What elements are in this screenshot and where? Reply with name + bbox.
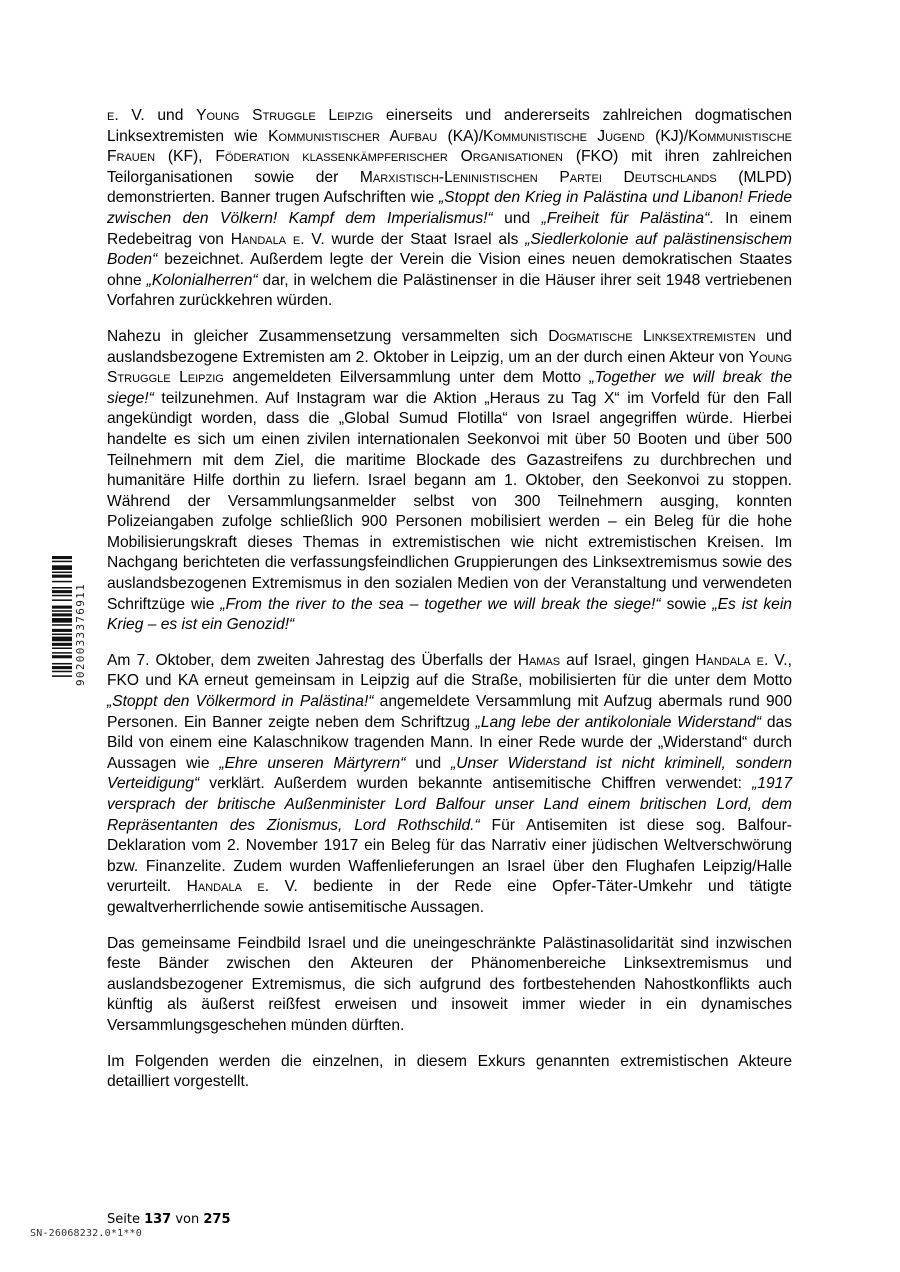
barcode-bar: [52, 581, 72, 583]
quote-text: „Lang lebe der antikoloniale Widerstand“: [475, 713, 762, 731]
barcode-bar: [52, 595, 72, 597]
paragraph-1: [107, 106, 792, 312]
text-run: Am 7. Oktober, dem zweiten Jahrestag des Überfalls der: [107, 651, 518, 669]
organization-name: Kommunistischer Aufbau: [268, 127, 438, 145]
quote-text: „Ehre unseren Märtyrern“: [219, 754, 406, 772]
page-mid: von: [171, 1212, 204, 1227]
text-run: sowie: [660, 595, 713, 613]
text-run: und: [405, 754, 452, 772]
barcode-bar: [52, 606, 72, 609]
barcode-bar: [52, 599, 72, 601]
document-stamp: SN-26068232.0*1**0: [30, 1228, 142, 1239]
barcode-bar: [52, 565, 72, 570]
barcode-bar: [52, 663, 72, 665]
organization-name: Hamas: [517, 651, 561, 669]
barcode-bar: [52, 643, 72, 646]
quote-text: „Freiheit für Palästina“: [541, 209, 710, 227]
barcode-bar: [52, 666, 72, 669]
text-run: Nahezu in gleicher Zusammensetzung versammelten sich: [107, 327, 549, 345]
text-run: einerseits und andererseits zahlreichen dogmatischen Linksextremisten wie: [107, 107, 793, 145]
text-run: angemeldete Versammlung mit Aufzug abermals rund 900 Personen. Ein Banner zeigte neben dem Schriftzug: [107, 693, 792, 731]
organization-name: Young Struggle Leipzig: [196, 107, 374, 124]
text-run: das Bild von einem eine Kalaschnikow tragenden Mann. In einer Rede wurde der „Widerstand“ durch Aussagen wie: [107, 713, 792, 772]
barcode-bar: [52, 572, 72, 574]
text-run: (KF),: [155, 148, 216, 166]
organization-name: Young Struggle Leipzig: [107, 348, 792, 387]
barcode-bar: [52, 587, 72, 589]
organization-name: e. V.: [107, 107, 145, 124]
barcode-bar: [52, 629, 72, 632]
text-run: (FKO) mit ihren zahlreichen Teilorganisationen sowie der: [107, 148, 792, 186]
text-run: und: [492, 209, 542, 227]
quote-text: „Unser Widerstand ist nicht kriminell, sondern Verteidigung“: [107, 754, 792, 793]
text-run: und auslandsbezogene Extremisten am 2. Oktober in Leipzig, um an der durch einen Akteur von: [107, 327, 792, 366]
barcode-bar: [52, 590, 72, 593]
page-total: 275: [203, 1212, 231, 1227]
text-run: Das gemeinsame Feindbild Israel und die uneingeschränkte Palästinasolidarität sind inzwischen feste Bänder zwischen den Akteuren der Phänomenbereiche Linksextremismus und auslandsbezogener Extremismus, die sich aufgrund des fortbestehenden Nahostkonflikts auch künftig als äußerst reißfest erweisen und insoweit immer wieder in ein dynamisches Versammlungsgeschehen münden dürften.: [107, 934, 792, 1034]
text-run: verklärt. Außerdem wurden bekannte antisemitische Chiffren verwendet:: [199, 775, 753, 793]
organization-name: Dogmatische Linksextremisten: [548, 327, 756, 345]
text-run: (KA)/: [437, 127, 484, 145]
organization-name: Kommunistische Jugend: [483, 127, 645, 145]
quote-text: „Stoppt den Krieg in Palästina und Libanon! Friede zwischen den Völkern! Kampf dem Imperialismus!“: [107, 189, 792, 227]
text-run: dar, in welchem die Palästinenser in die Häuser ihrer seit 1948 vertriebenen Vorfahren zurückkehren würden.: [107, 271, 792, 310]
quote-text: „Siedlerkolonie auf palästinensischem Boden“: [107, 230, 793, 269]
barcode-bar: [52, 671, 72, 673]
barcode-digits: 9020033376911: [74, 583, 87, 687]
barcode-bar: [52, 575, 72, 578]
organization-name: Kommunistische Frauen: [107, 127, 793, 166]
page-prefix: Seite: [107, 1212, 145, 1227]
quote-text: „Es ist kein Krieg – es ist ein Genozid!“: [107, 595, 792, 634]
text-run: und: [144, 107, 197, 124]
organization-name: Föderation klassenkämpferischer Organisationen: [215, 148, 563, 166]
text-run: wurde der Staat Israel als: [324, 230, 526, 248]
barcode-bar: [52, 637, 72, 642]
quote-text: „From the river to the sea – together we will break the siege!“: [220, 595, 661, 613]
organization-name: Marxistisch-Leninistischen Partei Deutschlands: [359, 168, 717, 186]
barcode-bar: [52, 618, 72, 623]
barcode-bar: [52, 624, 72, 626]
barcode-bar: [52, 675, 72, 677]
barcode-bar: [52, 652, 72, 654]
text-run: teilzunehmen. Auf Instagram war die Aktion „Heraus zu Tag X“ im Vorfeld für den Fall angekündigt worden, dass die „Global Sumud Flotilla“ von Israel angegriffen würde. Hierbei handelte es sich um einen zivilen internationalen Seekonvoi mit über 50 Booten und über 500 Teilnehmern mit dem Ziel, die maritime Blockade des Gazastreifens zu durchbrechen und humanitäre Hilfe dorthin zu liefern. Israel begann am 1. Oktober, den Seekonvoi zu stoppen. Während der Versammlungsanmelder selbst von 300 Teilnehmern ausging, konnten Polizeiangaben zufolge schließlich 900 Personen mobilisiert werden – ein Beleg für die hohe Mobilisierungskraft dieses Themas in extremistischen wie nicht extremistischen Kreisen. Im Nachgang berichteten die verfassungsfeindlichen Gruppierungen des Linksextremismus sowie des auslandsbezogenen Extremismus in den sozialen Medien von der Veranstaltung und verwendeten Schriftzüge wie: [107, 389, 792, 613]
barcode-bar: [52, 647, 72, 649]
barcode-bar: [52, 561, 72, 563]
text-run: auf Israel, gingen: [560, 651, 696, 669]
body-text: [107, 106, 792, 1108]
text-run: . In einem Redebeitrag von: [107, 209, 792, 248]
quote-text: „1917 versprach der britische Außenminister Lord Balfour unser Land einem britischen Lord, dem Repräsentanten des Zionismus, Lord Rothschild.“: [107, 775, 792, 834]
organization-name: Handala e. V.: [695, 651, 788, 669]
quote-text: „Stoppt den Völkermord in Palästina!“: [107, 693, 374, 711]
barcode-bar: [52, 610, 72, 612]
page-number: [107, 1212, 231, 1227]
text-run: (MLPD) demonstrierten. Banner trugen Aufschriften wie: [107, 168, 792, 207]
text-run: bediente in der Rede eine Opfer-Täter-Umkehr und tätigte gewaltverherrlichende sowie antisemitische Aussagen.: [107, 878, 792, 916]
quote-text: „Kolonialherren“: [146, 271, 258, 289]
text-run: bezeichnet. Außerdem legte der Verein die Vision eines neuen demokratischen Staates ohne: [107, 251, 792, 289]
organization-name: Handala e. V.: [186, 878, 298, 896]
page-current: 137: [144, 1212, 172, 1227]
barcode-bar: [52, 613, 72, 616]
paragraph-2: [107, 327, 792, 636]
text-run: , FKO und KA erneut gemeinsam in Leipzig auf die Straße, mobilisierten für die unter dem Motto: [107, 651, 792, 690]
paragraph-5: [107, 1052, 792, 1093]
text-run: (KJ)/: [644, 127, 689, 145]
barcode-bar: [52, 655, 72, 658]
organization-name: Handala e. V.: [230, 230, 325, 248]
text-run: Im Folgenden werden die einzelnen, in diesem Exkurs genannten extremistischen Akteure detailliert vorgestellt.: [107, 1052, 792, 1091]
paragraph-4: [107, 934, 792, 1037]
quote-text: „Together we will break the siege!“: [107, 369, 792, 407]
barcode-bar: [52, 634, 72, 636]
paragraph-3: [107, 651, 792, 919]
text-run: angemeldeten Eilversammlung unter dem Motto: [223, 369, 590, 387]
barcode-bar: [52, 556, 72, 559]
text-run: Für Antisemiten ist diese sog. Balfour-Deklaration vom 2. November 1917 ein Beleg für das Narrativ einer jüdischen Weltverschwörung bzw. Finanzelite. Zudem wurden Waffenlieferungen an Israel über den Flughafen Leipzig/Halle verurteilt.: [107, 816, 792, 896]
